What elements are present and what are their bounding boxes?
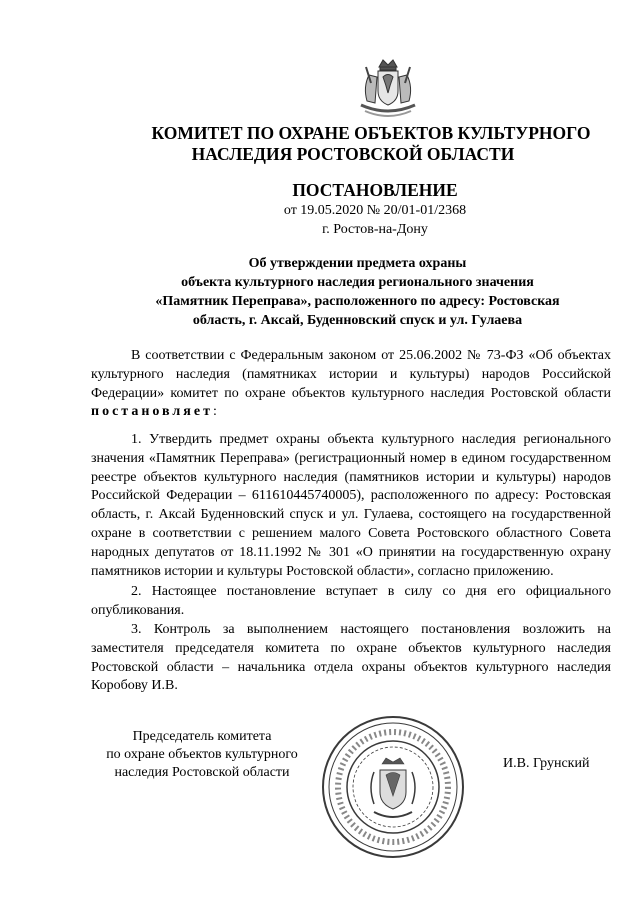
signatory-position-line3: наследия Ростовской области (114, 765, 290, 780)
official-seal-icon (318, 712, 468, 862)
signatory-position-line1: Председатель комитета (132, 729, 272, 744)
document-number: от 19.05.2020 № 20/01-01/2368 (283, 203, 467, 218)
intro-paragraph (91, 347, 611, 422)
subject-line4: область, г. Аксай, Буденновский спуск и ул. Гулаева (192, 313, 523, 328)
document-city: г. Ростов-на-Дону (322, 222, 428, 237)
resolves-word: постановляет (91, 404, 213, 420)
signatory-position-line2: по охране объектов культурного (106, 747, 298, 762)
signatory-name: И.В. Грунский (503, 756, 590, 771)
subject-line1: Об утверждении предмета охраны (248, 256, 467, 271)
item-2-paragraph: 2. Настоящее постановление вступает в силу со дня его официального опубликования. (91, 584, 611, 618)
subject-line3: «Памятник Переправа», расположенного по адресу: Ростовская (155, 294, 560, 309)
organization-title-line1: КОМИТЕТ ПО ОХРАНЕ ОБЪЕКТОВ КУЛЬТУРНОГО (151, 123, 591, 143)
subject-line2: объекта культурного наследия регионального значения (181, 275, 534, 290)
item-3-paragraph: 3. Контроль за выполнением настоящего постановления возложить на заместителя председателя комитета по охране объектов культурного наследия Ростовской области – начальника отдела охраны объектов культурного наследия Коробову И.В. (91, 622, 611, 694)
document-type: ПОСТАНОВЛЕНИЕ (292, 180, 458, 200)
intro-end: : (212, 404, 217, 420)
coat-of-arms-icon (357, 57, 419, 123)
intro-text: В соответствии с Федеральным законом от 25.06.2002 № 73-ФЗ «Об объектах культурного наследия (памятниках истории и культуры) народов Российской Федерации» комитет по охране объектов культурного наследия Ростовской области (91, 348, 611, 401)
item-1-paragraph: 1. Утвердить предмет охраны объекта культурного наследия регионального значения «Памятник Переправа» (регистрационный номер в едином государственном реестре объектов культурного наследия (памятников истории и культуры) народов Российской Федерации – 611610445740005), расположенного по адресу: Ростовская область, г. Аксай Буденновский спуск и ул. Гулаева, состоящего на государственной охране в соответствии с решением малого Совета Ростовского областного Совета народных депутатов от 18.11.1992 № 301 «О принятии на государственную охрану памятников истории и культуры Ростовской области», согласно приложению. (91, 432, 611, 579)
organization-title-line2: НАСЛЕДИЯ РОСТОВСКОЙ ОБЛАСТИ (191, 144, 515, 164)
